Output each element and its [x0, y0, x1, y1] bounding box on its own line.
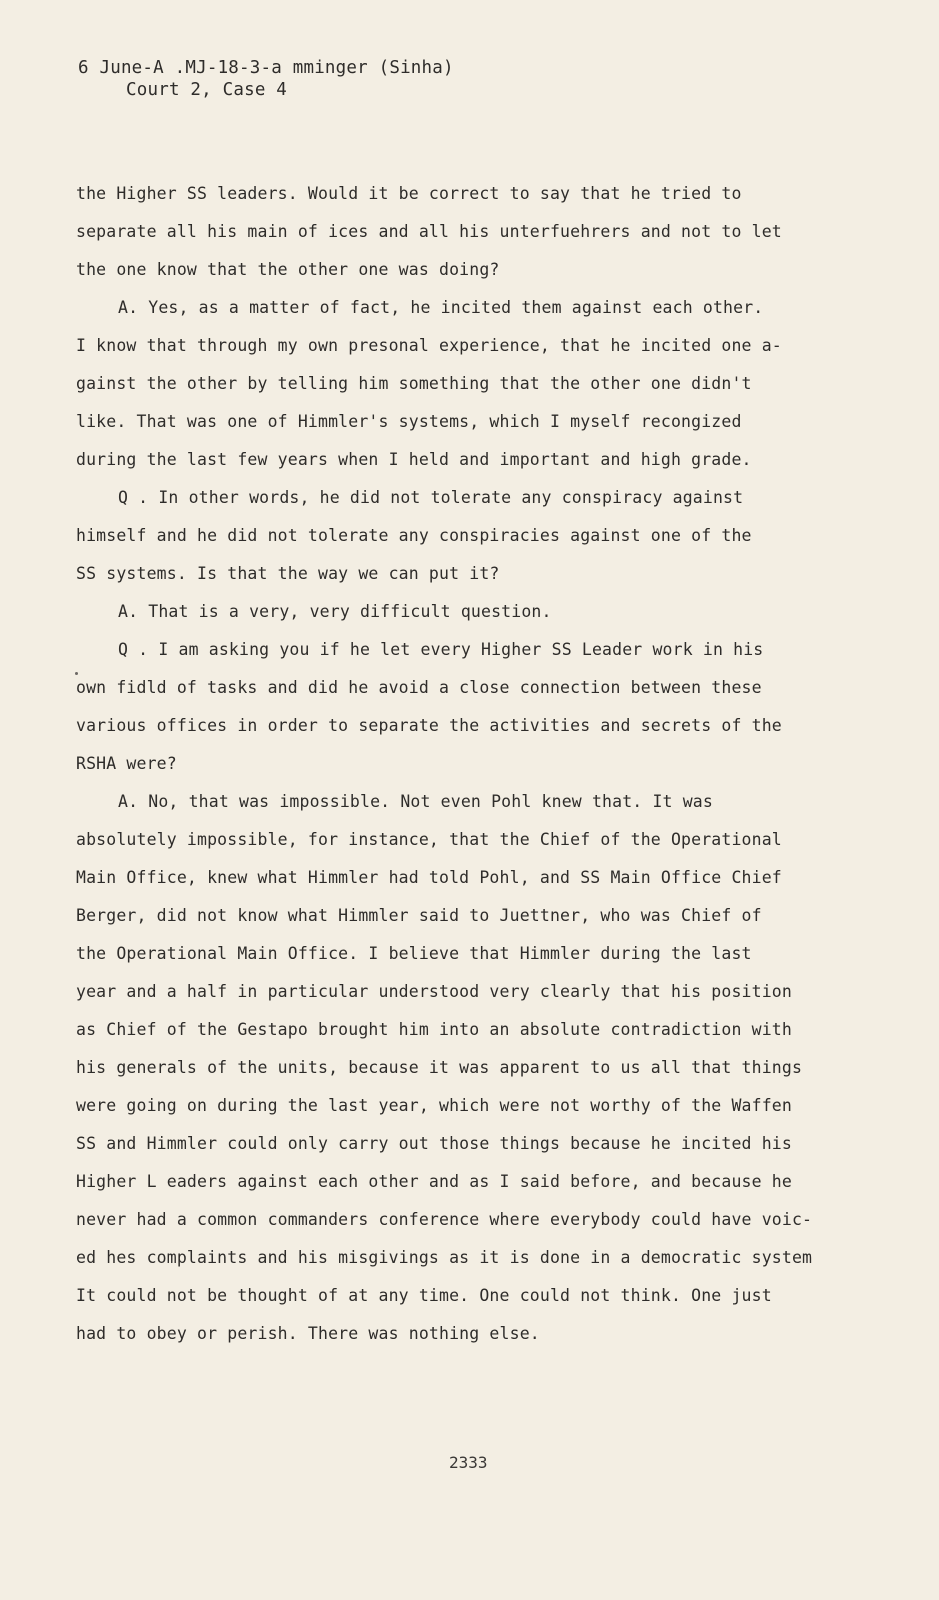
transcript-line: I know that through my own presonal experience, that he incited one a- — [76, 336, 782, 355]
transcript-line: during the last few years when I held and important and high grade. — [76, 450, 752, 469]
transcript-line: It could not be thought of at any time. One could not think. One just — [76, 1286, 772, 1305]
transcript-line: the Higher SS leaders. Would it be correct to say that he tried to — [76, 184, 742, 203]
transcript-line: RSHA were? — [76, 754, 177, 773]
transcript-body — [76, 175, 866, 1353]
transcript-line: like. That was one of Himmler's systems, which I myself recongized — [76, 412, 742, 431]
transcript-line: various offices in order to separate the activities and secrets of the — [76, 716, 782, 735]
header-line-1: 6 June-A .MJ-18-3-a mminger (Sinha) — [78, 58, 454, 78]
transcript-line: Main Office, knew what Himmler had told Pohl, and SS Main Office Chief — [76, 868, 782, 887]
transcript-line: gainst the other by telling him something that the other one didn't — [76, 374, 752, 393]
transcript-line: SS systems. Is that the way we can put it? — [76, 564, 500, 583]
transcript-line: Higher L eaders against each other and as I said before, and because he — [76, 1172, 792, 1191]
transcript-line: own fidld of tasks and did he avoid a close connection between these — [76, 678, 762, 697]
transcript-line: Berger, did not know what Himmler said to Juettner, who was Chief of — [76, 906, 762, 925]
transcript-line: separate all his main of ices and all his unterfuehrers and not to let — [76, 222, 782, 241]
transcript-line: year and a half in particular understood very clearly that his position — [76, 982, 792, 1001]
transcript-line: Q . I am asking you if he let every Higher SS Leader work in his — [118, 640, 764, 659]
transcript-line: A. Yes, as a matter of fact, he incited them against each other. — [118, 298, 764, 317]
transcript-line: absolutely impossible, for instance, that the Chief of the Operational — [76, 830, 782, 849]
document-header — [78, 57, 454, 101]
transcript-line: the Operational Main Office. I believe that Himmler during the last — [76, 944, 752, 963]
transcript-line: never had a common commanders conference where everybody could have voic- — [76, 1210, 813, 1229]
transcript-line: A. No, that was impossible. Not even Pohl knew that. It was — [118, 792, 713, 811]
transcript-line: the one know that the other one was doing? — [76, 260, 500, 279]
transcript-line: Q . In other words, he did not tolerate any conspiracy against — [118, 488, 744, 507]
page-number: 2333 — [449, 1453, 488, 1472]
header-line-2: Court 2, Case 4 — [126, 80, 288, 100]
transcript-line: were going on during the last year, which were not worthy of the Waffen — [76, 1096, 792, 1115]
transcript-line: had to obey or perish. There was nothing else. — [76, 1324, 540, 1343]
margin-mark — [75, 672, 78, 675]
transcript-line: A. That is a very, very difficult question. — [118, 602, 552, 621]
transcript-line: his generals of the units, because it was apparent to us all that things — [76, 1058, 803, 1077]
transcript-line: ed hes complaints and his misgivings as it is done in a democratic system — [76, 1248, 813, 1267]
transcript-line: SS and Himmler could only carry out those things because he incited his — [76, 1134, 792, 1153]
transcript-line: as Chief of the Gestapo brought him into an absolute contradiction with — [76, 1020, 792, 1039]
transcript-line: himself and he did not tolerate any conspiracies against one of the — [76, 526, 752, 545]
